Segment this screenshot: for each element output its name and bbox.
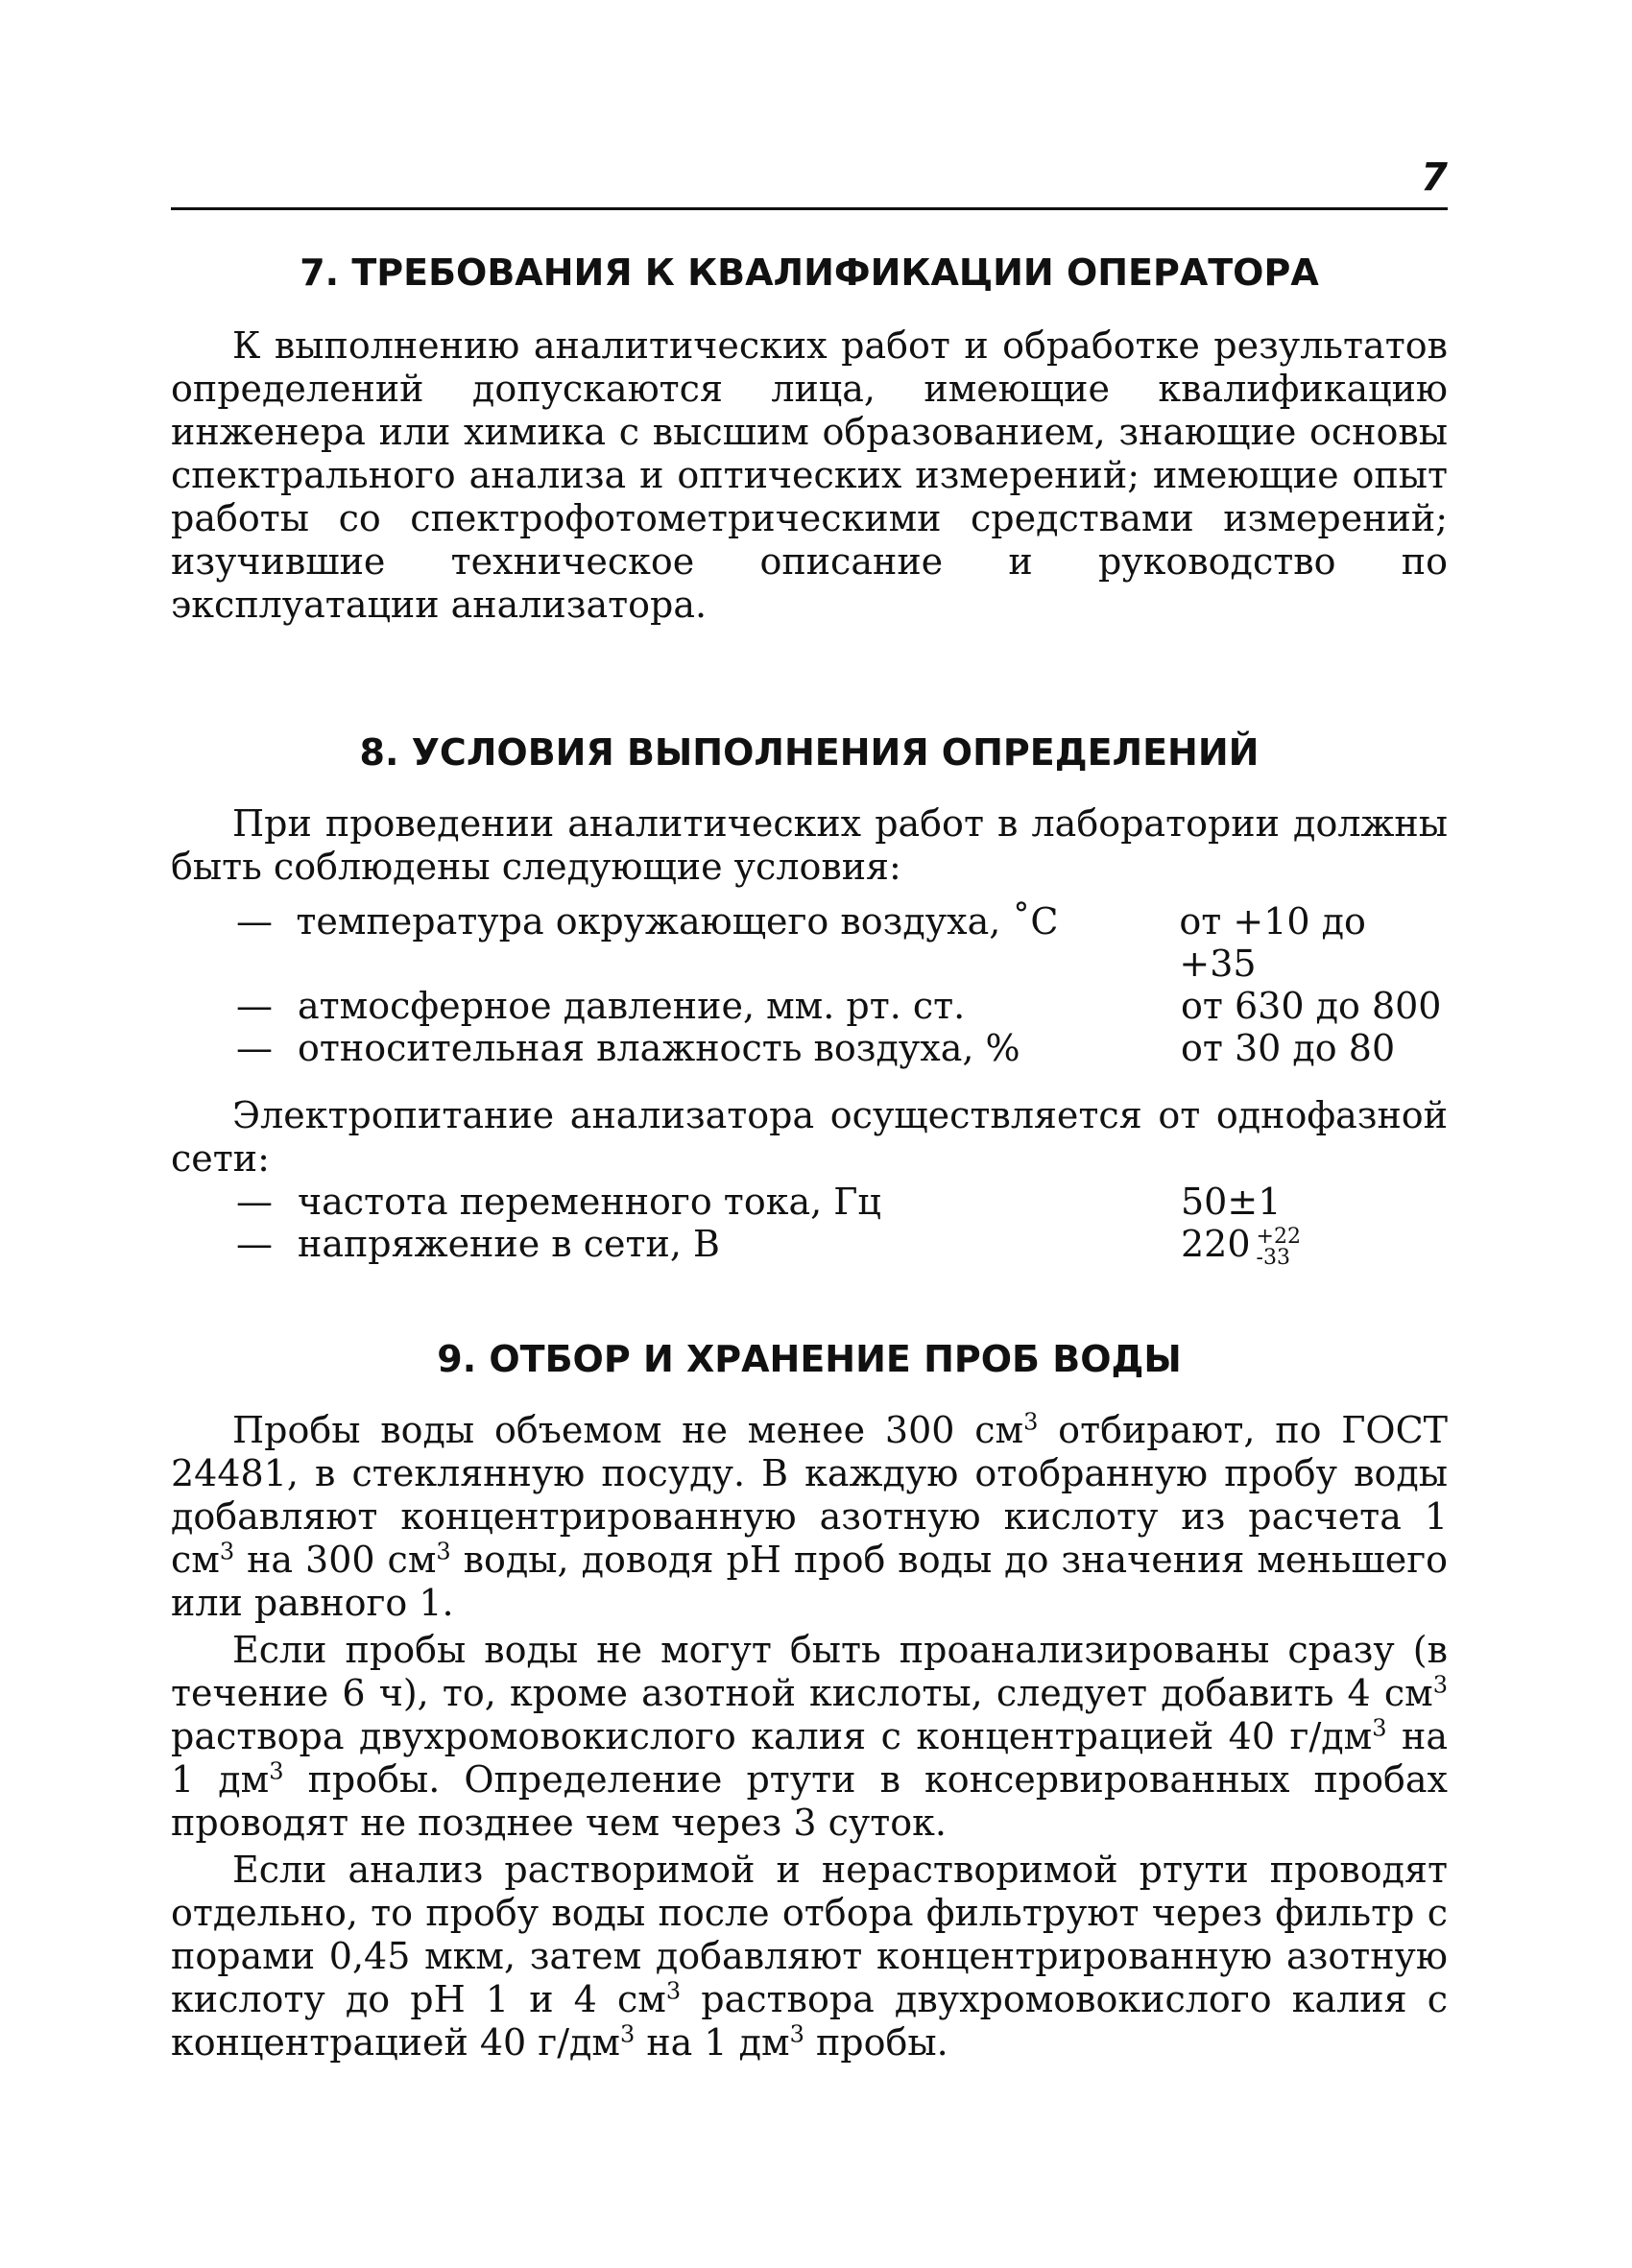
- condition-label: относительная влажность воздуха, %: [298, 1027, 1020, 1069]
- list-dash: —: [236, 985, 273, 1027]
- text-run: раствора двухромовокислого калия с концентрацией 40 г/дм: [171, 1715, 1373, 1757]
- power-list: [171, 1181, 1448, 1269]
- text-run: Если пробы воды не могут быть проанализированы сразу (в течение 6 ч), то, кроме азотной кислоты, следует добавить 4 см: [171, 1629, 1448, 1714]
- power-label: напряжение в сети, В: [298, 1223, 720, 1265]
- power-value: [1181, 1223, 1448, 1269]
- text-run: отбирают, по ГОСТ 24481, в стеклянную посуду. В каждую отобранную пробу воды добавляют концентрированную азотную кислоту из расчета 1 см: [171, 1409, 1448, 1581]
- text-run: Если анализ растворимой и нерастворимой ртути проводят отдельно, то пробу воды после отбора фильтруют через фильтр с порами 0,45 мкм, затем добавляют концентрированную азотную кислоту до рН 1 и 4 см: [171, 1849, 1448, 2020]
- condition-value: от 630 до 800: [1181, 985, 1442, 1027]
- text-run: пробы.: [804, 2021, 948, 2064]
- voltage-nominal: 220: [1181, 1223, 1251, 1265]
- section-8: [171, 731, 1448, 1269]
- condition-label: атмосферное давление, мм. рт. ст.: [298, 985, 966, 1027]
- section-8-intro: При проведении аналитических работ в лаборатории должны быть соблюдены следующие условия:: [171, 802, 1448, 888]
- list-dash: —: [236, 1181, 273, 1223]
- superscript: 3: [1023, 1408, 1039, 1436]
- condition-label: температура окружающего воздуха, ˚С: [296, 900, 1059, 943]
- text-run: раствора двухромовокислого калия с концентрацией 40 г/дм: [171, 1978, 1448, 2064]
- superscript: 3: [436, 1538, 451, 1565]
- voltage-tolerance-plus: +22: [1256, 1224, 1301, 1249]
- power-value: 50±1: [1181, 1181, 1282, 1223]
- superscript: 3: [665, 1977, 682, 2005]
- section-7-title: 7. ТРЕБОВАНИЯ К КВАЛИФИКАЦИИ ОПЕРАТОРА: [300, 251, 1319, 294]
- text-run: воды, доводя рН проб воды до значения меньшего или равного 1.: [171, 1539, 1448, 1624]
- condition-temperature: [171, 900, 1448, 985]
- section-7: [171, 251, 1448, 627]
- superscript: 3: [1432, 1671, 1448, 1699]
- section-9-paragraph-1: [171, 1409, 1448, 1625]
- section-9-title: 9. ОТБОР И ХРАНЕНИЕ ПРОБ ВОДЫ: [437, 1338, 1182, 1380]
- voltage-tolerance: [1256, 1224, 1301, 1270]
- voltage-tolerance-minus: -33: [1256, 1245, 1290, 1270]
- list-dash: —: [236, 900, 273, 943]
- header-rule: [171, 207, 1448, 210]
- text-run: на 1 дм: [635, 2021, 790, 2064]
- condition-pressure: [171, 985, 1448, 1027]
- section-9-paragraph-3: [171, 1849, 1448, 2065]
- text-run: на 300 см: [234, 1539, 437, 1581]
- list-dash: —: [236, 1027, 273, 1069]
- section-8-title: 8. УСЛОВИЯ ВЫПОЛНЕНИЯ ОПРЕДЕЛЕНИЙ: [359, 731, 1260, 774]
- superscript: 3: [1372, 1714, 1387, 1742]
- power-voltage: [171, 1223, 1448, 1269]
- text-run: Пробы воды объемом не менее 300 см: [232, 1409, 1024, 1451]
- page-number: 7: [1421, 155, 1448, 200]
- conditions-list: [171, 900, 1448, 1069]
- superscript: 3: [219, 1538, 235, 1565]
- superscript: 3: [789, 2020, 804, 2048]
- condition-humidity: [171, 1027, 1448, 1069]
- superscript: 3: [619, 2020, 636, 2048]
- text-run: пробы. Определение ртути в консервированных пробах проводят не позднее чем через 3 суток.: [171, 1758, 1448, 1844]
- text-run: на 1 дм: [171, 1715, 1448, 1801]
- superscript: 3: [269, 1757, 284, 1785]
- power-intro: Электропитание анализатора осуществляется от однофазной сети:: [171, 1094, 1448, 1180]
- power-label: частота переменного тока, Гц: [298, 1181, 881, 1223]
- condition-value: от 30 до 80: [1181, 1027, 1396, 1069]
- section-7-text: К выполнению аналитических работ и обработке результатов определений допускаются лица, имеющие квалификацию инженера или химика с высшим образованием, знающие основы спектрального анализа и оптических измерений; имеющие опыт работы со спектрофотометрическими средствами измерений; изучившие техническое описание и руководство по эксплуатации анализатора.: [171, 324, 1448, 626]
- section-9-paragraph-2: [171, 1629, 1448, 1845]
- condition-value: от +10 до +35: [1179, 900, 1366, 985]
- power-frequency: [171, 1181, 1448, 1223]
- section-9: [171, 1338, 1448, 2065]
- list-dash: —: [236, 1223, 273, 1265]
